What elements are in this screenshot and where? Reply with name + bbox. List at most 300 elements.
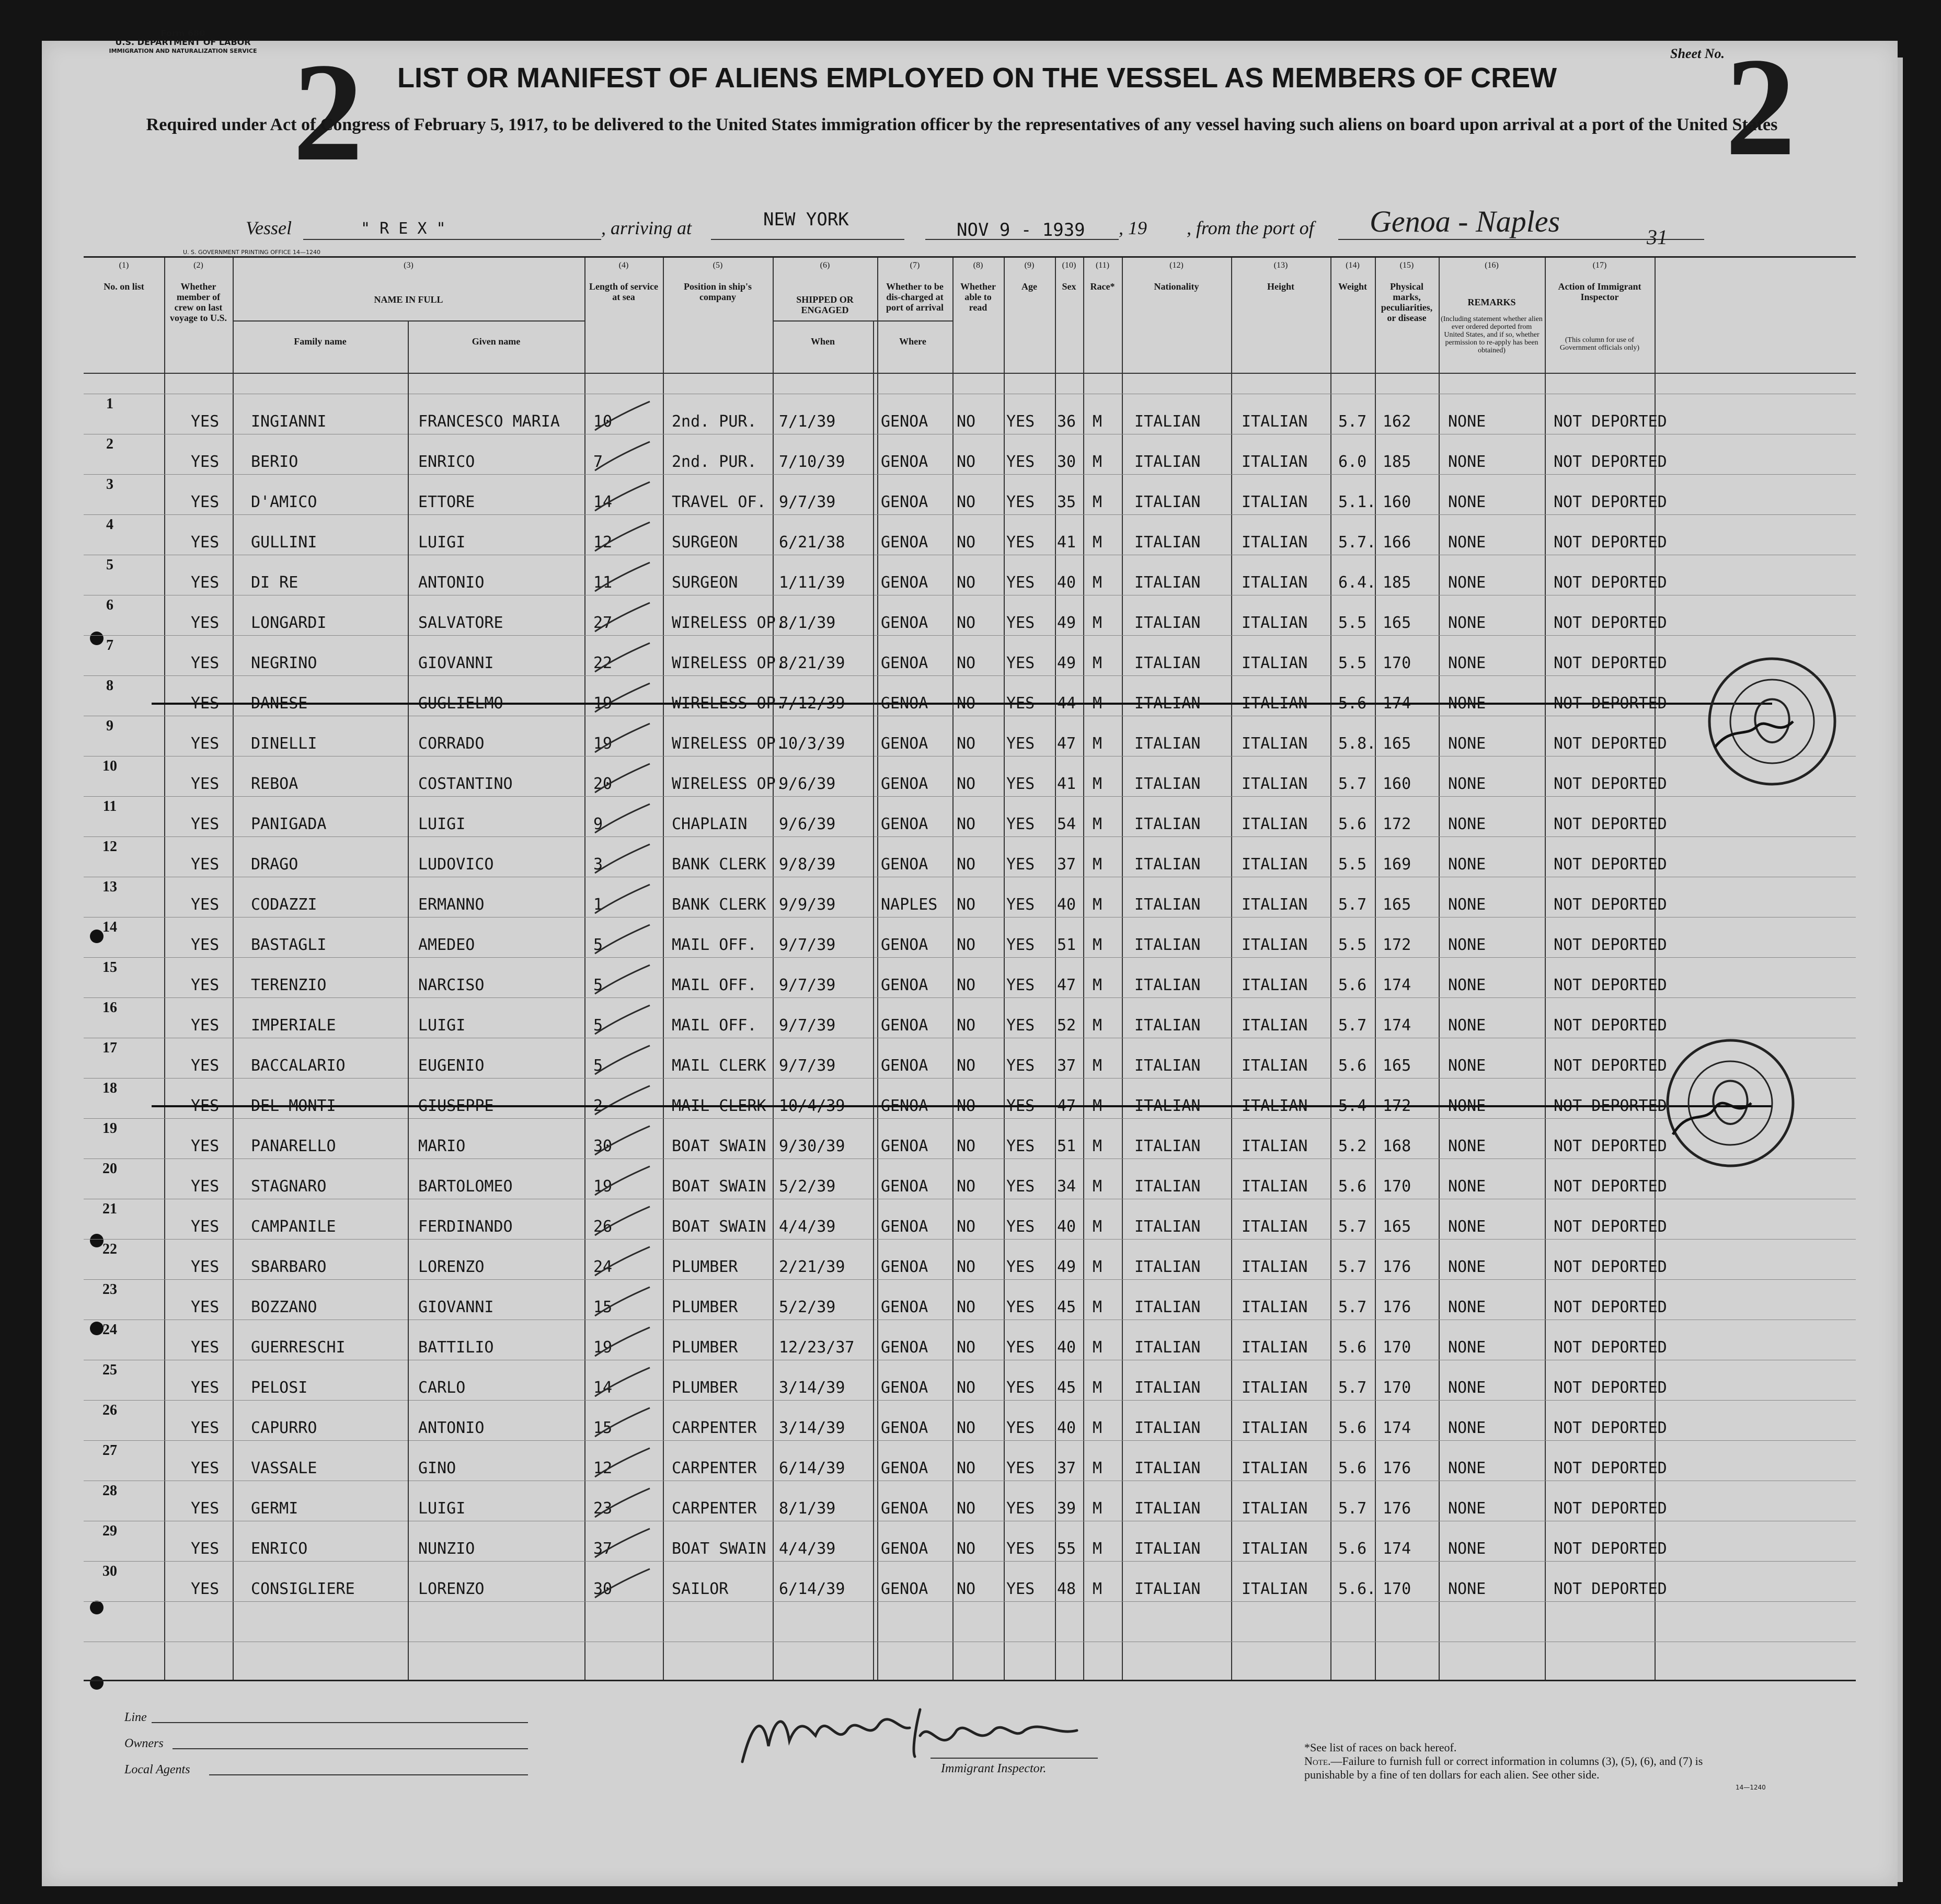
row-number: 21 <box>102 1201 117 1217</box>
cell-last: YES <box>191 453 220 471</box>
cell-race: ITALIAN <box>1134 976 1201 994</box>
cell-sex: M <box>1093 1258 1102 1276</box>
cell-read: YES <box>1006 815 1035 833</box>
row-number: 7 <box>106 637 113 653</box>
cell-race: ITALIAN <box>1134 493 1201 511</box>
cell-position: TRAVEL OF. <box>672 493 766 511</box>
row-number: 10 <box>102 758 117 774</box>
cell-height: 5.8. <box>1338 735 1376 753</box>
cell-when: 1/11/39 <box>779 574 845 592</box>
cell-remarks: NOT DEPORTED <box>1554 896 1667 914</box>
cell-where: GENOA <box>881 1097 928 1115</box>
cell-height: 5.6 <box>1338 815 1367 833</box>
cell-service: 15 <box>593 1298 613 1316</box>
cell-family: GUERRESCHI <box>251 1338 346 1357</box>
cell-when: 10/4/39 <box>779 1097 845 1115</box>
cell-height: 5.5 <box>1338 654 1367 672</box>
cell-race: ITALIAN <box>1134 1177 1201 1196</box>
cell-position: CHAPLAIN <box>672 815 748 833</box>
cell-where: GENOA <box>881 1540 928 1558</box>
cell-service: 23 <box>593 1499 613 1518</box>
cell-nat: ITALIAN <box>1242 1218 1308 1236</box>
cell-height: 5.6 <box>1338 1177 1367 1196</box>
cell-remarks: NOT DEPORTED <box>1554 614 1667 632</box>
cell-where: GENOA <box>881 1016 928 1035</box>
cell-disch: NO <box>957 1137 976 1155</box>
cell-race: ITALIAN <box>1134 412 1201 431</box>
cell-service: 11 <box>593 574 613 592</box>
cell-where: GENOA <box>881 1499 928 1518</box>
header-rule <box>773 320 952 322</box>
cell-last: YES <box>191 896 220 914</box>
column-number: (9) <box>1024 261 1035 270</box>
cell-weight: 174 <box>1383 694 1411 713</box>
cell-disch: NO <box>957 735 976 753</box>
row-number: 15 <box>102 959 117 976</box>
cell-given: CARLO <box>418 1379 466 1397</box>
cell-remarks: NOT DEPORTED <box>1554 775 1667 793</box>
cell-remarks: NOT DEPORTED <box>1554 936 1667 954</box>
cell-race: ITALIAN <box>1134 614 1201 632</box>
cell-service: 3 <box>593 855 603 874</box>
row-number: 12 <box>102 839 117 855</box>
row-number: 17 <box>102 1040 117 1056</box>
cell-marks: NONE <box>1448 896 1486 914</box>
cell-age: 41 <box>1057 775 1076 793</box>
cell-given: ANTONIO <box>418 1419 485 1437</box>
cell-when: 9/30/39 <box>779 1137 845 1155</box>
column-header: Weight <box>1338 281 1367 292</box>
cell-read: YES <box>1006 936 1035 954</box>
cell-weight: 172 <box>1383 936 1411 954</box>
cell-sex: M <box>1093 453 1102 471</box>
cell-nat: ITALIAN <box>1242 1298 1308 1316</box>
cell-marks: NONE <box>1448 533 1486 552</box>
cell-nat: ITALIAN <box>1242 1016 1308 1035</box>
print-code-top: 14—1240 <box>293 249 320 256</box>
cell-family: GERMI <box>251 1499 298 1518</box>
column-header: Nationality <box>1154 281 1199 292</box>
column-number: (8) <box>973 261 983 270</box>
cell-race: ITALIAN <box>1134 533 1201 552</box>
cell-age: 41 <box>1057 533 1076 552</box>
tick-mark <box>590 721 652 758</box>
cell-given: EUGENIO <box>418 1057 485 1075</box>
cell-last: YES <box>191 815 220 833</box>
column-number: (3) <box>404 261 414 270</box>
cell-marks: NONE <box>1448 1379 1486 1397</box>
cell-last: YES <box>191 1137 220 1155</box>
cell-disch: NO <box>957 1097 976 1115</box>
cell-age: 51 <box>1057 1137 1076 1155</box>
cell-service: 20 <box>593 775 613 793</box>
cell-sex: M <box>1093 1137 1102 1155</box>
cell-disch: NO <box>957 936 976 954</box>
cell-read: YES <box>1006 1459 1035 1477</box>
tick-mark <box>590 1204 652 1241</box>
cell-last: YES <box>191 1459 220 1477</box>
cell-family: DANESE <box>251 694 308 713</box>
cell-family: DINELLI <box>251 735 317 753</box>
cell-family: BOZZANO <box>251 1298 317 1316</box>
cell-service: 27 <box>593 614 613 632</box>
cell-race: ITALIAN <box>1134 896 1201 914</box>
cell-when: 3/14/39 <box>779 1379 845 1397</box>
row-number: 14 <box>102 919 117 935</box>
cell-given: FERDINANDO <box>418 1218 513 1236</box>
cell-where: GENOA <box>881 1459 928 1477</box>
column-number: (14) <box>1346 261 1360 270</box>
cell-family: REBOA <box>251 775 298 793</box>
cell-age: 40 <box>1057 574 1076 592</box>
cell-weight: 169 <box>1383 855 1411 874</box>
sheet-no-label: Sheet No. <box>1670 46 1725 61</box>
cell-service: 1 <box>593 896 603 914</box>
cell-race: ITALIAN <box>1134 694 1201 713</box>
strikethrough-line <box>152 1105 1772 1107</box>
cell-weight: 160 <box>1383 493 1411 511</box>
cell-position: BOAT SWAIN <box>672 1137 766 1155</box>
cell-given: LUDOVICO <box>418 855 494 874</box>
cell-last: YES <box>191 936 220 954</box>
column-header: Position in ship's company <box>683 281 752 302</box>
row-number: 28 <box>102 1483 117 1499</box>
cell-family: INGIANNI <box>251 412 327 431</box>
local-agents-label: Local Agents <box>124 1763 190 1776</box>
cell-nat: ITALIAN <box>1242 976 1308 994</box>
cell-when: 8/1/39 <box>779 1499 836 1518</box>
cell-marks: NONE <box>1448 936 1486 954</box>
cell-where: GENOA <box>881 453 928 471</box>
cell-height: 5.7 <box>1338 1379 1367 1397</box>
cell-read: YES <box>1006 1499 1035 1518</box>
cell-when: 8/1/39 <box>779 614 836 632</box>
cell-age: 40 <box>1057 1419 1076 1437</box>
cell-position: WIRELESS OP. <box>672 775 785 793</box>
cell-marks: NONE <box>1448 574 1486 592</box>
cell-race: ITALIAN <box>1134 654 1201 672</box>
cell-service: 9 <box>593 815 603 833</box>
cell-position: BANK CLERK <box>672 855 766 874</box>
row-number: 22 <box>102 1241 117 1257</box>
cell-nat: ITALIAN <box>1242 735 1308 753</box>
row-number: 3 <box>106 476 113 492</box>
cell-remarks: NOT DEPORTED <box>1554 1499 1667 1518</box>
row-number: 11 <box>102 798 117 815</box>
cell-disch: NO <box>957 694 976 713</box>
tick-mark <box>590 842 652 878</box>
column-header: Height <box>1267 281 1294 292</box>
cell-disch: NO <box>957 574 976 592</box>
cell-marks: NONE <box>1448 493 1486 511</box>
cell-family: PANIGADA <box>251 815 327 833</box>
row-rule <box>84 373 1856 374</box>
cell-where: GENOA <box>881 574 928 592</box>
cell-race: ITALIAN <box>1134 1016 1201 1035</box>
cell-age: 47 <box>1057 976 1076 994</box>
column-number: (1) <box>119 261 129 270</box>
column-number: (10) <box>1062 261 1076 270</box>
cell-age: 37 <box>1057 1459 1076 1477</box>
cell-remarks: NOT DEPORTED <box>1554 1097 1667 1115</box>
cell-position: PLUMBER <box>672 1298 738 1316</box>
cell-weight: 170 <box>1383 1379 1411 1397</box>
cell-weight: 172 <box>1383 815 1411 833</box>
cell-sex: M <box>1093 896 1102 914</box>
cell-disch: NO <box>957 1177 976 1196</box>
cell-where: GENOA <box>881 1419 928 1437</box>
cell-marks: NONE <box>1448 1218 1486 1236</box>
cell-weight: 176 <box>1383 1499 1411 1518</box>
cell-height: 5.7 <box>1338 775 1367 793</box>
year-label: , 19 <box>1119 217 1147 238</box>
cell-given: ETTORE <box>418 493 475 511</box>
cell-last: YES <box>191 1419 220 1437</box>
cell-disch: NO <box>957 1057 976 1075</box>
cell-read: YES <box>1006 976 1035 994</box>
column-number: (2) <box>193 261 203 270</box>
cell-given: LUIGI <box>418 1016 466 1035</box>
cell-remarks: NOT DEPORTED <box>1554 1258 1667 1276</box>
cell-age: 40 <box>1057 1338 1076 1357</box>
cell-remarks: NOT DEPORTED <box>1554 855 1667 874</box>
cell-disch: NO <box>957 1298 976 1316</box>
inspector-underline <box>931 1757 1098 1759</box>
cell-weight: 176 <box>1383 1258 1411 1276</box>
cell-given: GINO <box>418 1459 456 1477</box>
row-number: 27 <box>102 1442 117 1459</box>
cell-weight: 165 <box>1383 1218 1411 1236</box>
cell-weight: 170 <box>1383 1580 1411 1598</box>
cell-last: YES <box>191 855 220 874</box>
cell-given: LUIGI <box>418 1499 466 1518</box>
cell-disch: NO <box>957 614 976 632</box>
row-number: 9 <box>106 718 113 734</box>
cell-disch: NO <box>957 654 976 672</box>
column-header: No. on list <box>104 281 144 292</box>
cell-race: ITALIAN <box>1134 1097 1201 1115</box>
cell-family: CAMPANILE <box>251 1218 336 1236</box>
cell-remarks: NOT DEPORTED <box>1554 735 1667 753</box>
cell-disch: NO <box>957 1338 976 1357</box>
cell-family: PELOSI <box>251 1379 308 1397</box>
column-header: Whether to be dis-charged at port of arrival <box>886 281 944 313</box>
cell-last: YES <box>191 735 220 753</box>
cell-service: 30 <box>593 1137 613 1155</box>
cell-nat: ITALIAN <box>1242 896 1308 914</box>
cell-sex: M <box>1093 1016 1102 1035</box>
column-header: NAME IN FULL <box>374 294 443 305</box>
cell-marks: NONE <box>1448 775 1486 793</box>
cell-read: YES <box>1006 412 1035 431</box>
cell-age: 37 <box>1057 1057 1076 1075</box>
cell-remarks: NOT DEPORTED <box>1554 533 1667 552</box>
cell-last: YES <box>191 1298 220 1316</box>
cell-read: YES <box>1006 1419 1035 1437</box>
cell-weight: 174 <box>1383 1419 1411 1437</box>
cell-age: 40 <box>1057 896 1076 914</box>
tick-mark <box>590 1003 652 1039</box>
cell-weight: 168 <box>1383 1137 1411 1155</box>
cell-position: BOAT SWAIN <box>672 1540 766 1558</box>
cell-age: 39 <box>1057 1499 1076 1518</box>
tick-mark <box>590 1284 652 1321</box>
cell-marks: NONE <box>1448 1499 1486 1518</box>
cell-marks: NONE <box>1448 654 1486 672</box>
inspector-signature <box>732 1699 1108 1772</box>
cell-sex: M <box>1093 855 1102 874</box>
cell-race: ITALIAN <box>1134 1540 1201 1558</box>
cell-service: 12 <box>593 533 613 552</box>
cell-marks: NONE <box>1448 735 1486 753</box>
cell-race: ITALIAN <box>1134 1258 1201 1276</box>
tick-mark <box>590 1083 652 1120</box>
cell-when: 9/6/39 <box>779 775 836 793</box>
cell-remarks: NOT DEPORTED <box>1554 574 1667 592</box>
column-subheader: When <box>810 336 835 347</box>
cell-last: YES <box>191 976 220 994</box>
cell-given: LORENZO <box>418 1580 485 1598</box>
tick-mark <box>590 1405 652 1442</box>
cell-position: WIRELESS OP. <box>672 654 785 672</box>
printing-office: U. S. GOVERNMENT PRINTING OFFICE <box>183 249 291 256</box>
tick-mark <box>590 600 652 637</box>
cell-last: YES <box>191 1540 220 1558</box>
cell-last: YES <box>191 412 220 431</box>
cell-family: DI RE <box>251 574 298 592</box>
cell-weight: 185 <box>1383 453 1411 471</box>
cell-nat: ITALIAN <box>1242 1097 1308 1115</box>
cell-remarks: NOT DEPORTED <box>1554 1298 1667 1316</box>
cell-given: AMEDEO <box>418 936 475 954</box>
cell-disch: NO <box>957 976 976 994</box>
cell-position: 2nd. PUR. <box>672 453 757 471</box>
cell-nat: ITALIAN <box>1242 775 1308 793</box>
tick-mark <box>590 1486 652 1522</box>
cell-remarks: NOT DEPORTED <box>1554 493 1667 511</box>
cell-where: GENOA <box>881 1057 928 1075</box>
cell-where: GENOA <box>881 1137 928 1155</box>
cell-height: 5.6 <box>1338 1540 1367 1558</box>
tick-mark <box>590 1566 652 1603</box>
column-number: (16) <box>1485 261 1499 270</box>
row-number: 29 <box>102 1523 117 1539</box>
form-id-block <box>78 29 288 55</box>
line-underline <box>152 1721 528 1723</box>
cell-remarks: NOT DEPORTED <box>1554 654 1667 672</box>
cell-remarks: NOT DEPORTED <box>1554 1016 1667 1035</box>
cell-remarks: NOT DEPORTED <box>1554 694 1667 713</box>
vessel-label: Vessel <box>246 217 292 238</box>
cell-marks: NONE <box>1448 1419 1486 1437</box>
cell-disch: NO <box>957 896 976 914</box>
cell-read: YES <box>1006 574 1035 592</box>
cell-position: PLUMBER <box>672 1258 738 1276</box>
cell-marks: NONE <box>1448 855 1486 874</box>
cell-when: 7/12/39 <box>779 694 845 713</box>
column-header: Sex <box>1062 281 1076 292</box>
cell-race: ITALIAN <box>1134 1580 1201 1598</box>
cell-family: GULLINI <box>251 533 317 552</box>
cell-service: 15 <box>593 1419 613 1437</box>
cell-race: ITALIAN <box>1134 453 1201 471</box>
tick-mark <box>590 439 652 476</box>
cell-last: YES <box>191 1499 220 1518</box>
cell-nat: ITALIAN <box>1242 533 1308 552</box>
cell-given: LUIGI <box>418 815 466 833</box>
cell-where: GENOA <box>881 1580 928 1598</box>
cell-height: 5.7 <box>1338 896 1367 914</box>
cell-last: YES <box>191 614 220 632</box>
cell-race: ITALIAN <box>1134 1057 1201 1075</box>
cell-family: ENRICO <box>251 1540 308 1558</box>
cell-when: 5/2/39 <box>779 1298 836 1316</box>
tick-mark <box>590 801 652 838</box>
note-label: Note. <box>1304 1754 1331 1768</box>
cell-marks: NONE <box>1448 1540 1486 1558</box>
cell-race: ITALIAN <box>1134 574 1201 592</box>
column-number: (17) <box>1592 261 1607 270</box>
cell-position: PLUMBER <box>672 1338 738 1357</box>
cell-service: 19 <box>593 735 613 753</box>
cell-marks: NONE <box>1448 453 1486 471</box>
cell-family: LONGARDI <box>251 614 327 632</box>
cell-last: YES <box>191 1057 220 1075</box>
cell-weight: 166 <box>1383 533 1411 552</box>
cell-disch: NO <box>957 1016 976 1035</box>
from-port-handwritten: Genoa - Naples <box>1370 204 1560 238</box>
arrival-date: NOV 9 - 1939 <box>957 220 1085 240</box>
cell-read: YES <box>1006 1298 1035 1316</box>
cell-where: NAPLES <box>881 896 938 914</box>
cell-remarks: NOT DEPORTED <box>1554 1459 1667 1477</box>
cell-height: 5.7 <box>1338 412 1367 431</box>
cell-weight: 176 <box>1383 1459 1411 1477</box>
cell-sex: M <box>1093 936 1102 954</box>
cell-when: 9/7/39 <box>779 493 836 511</box>
cell-when: 6/14/39 <box>779 1580 845 1598</box>
cell-disch: NO <box>957 1258 976 1276</box>
cell-race: ITALIAN <box>1134 1298 1201 1316</box>
row-number: 26 <box>102 1402 117 1418</box>
service: IMMIGRATION AND NATURALIZATION SERVICE <box>109 48 257 54</box>
cell-read: YES <box>1006 694 1035 713</box>
department: U.S. DEPARTMENT OF LABOR <box>115 37 251 47</box>
cell-height: 5.7 <box>1338 1016 1367 1035</box>
cell-when: 9/6/39 <box>779 815 836 833</box>
cell-marks: NONE <box>1448 1016 1486 1035</box>
cell-when: 6/14/39 <box>779 1459 845 1477</box>
cell-race: ITALIAN <box>1134 1379 1201 1397</box>
cell-sex: M <box>1093 1379 1102 1397</box>
cell-when: 9/7/39 <box>779 1057 836 1075</box>
cell-where: GENOA <box>881 614 928 632</box>
cell-height: 5.7 <box>1338 1298 1367 1316</box>
cell-height: 6.4. <box>1338 574 1376 592</box>
cell-service: 19 <box>593 1177 613 1196</box>
cell-last: YES <box>191 493 220 511</box>
cell-position: WIRELESS OP. <box>672 735 785 753</box>
column-header: SHIPPED OR ENGAGED <box>796 294 854 315</box>
cell-family: NEGRINO <box>251 654 317 672</box>
manifest-title: LIST OR MANIFEST OF ALIENS EMPLOYED ON THE VESSEL AS MEMBERS OF CREW <box>397 62 1557 94</box>
cell-position: CARPENTER <box>672 1499 757 1518</box>
consulate-stamp <box>1699 648 1845 795</box>
cell-read: YES <box>1006 1540 1035 1558</box>
inspector-label: Immigrant Inspector. <box>941 1762 1047 1775</box>
row-number: 18 <box>102 1080 117 1096</box>
cell-sex: M <box>1093 574 1102 592</box>
